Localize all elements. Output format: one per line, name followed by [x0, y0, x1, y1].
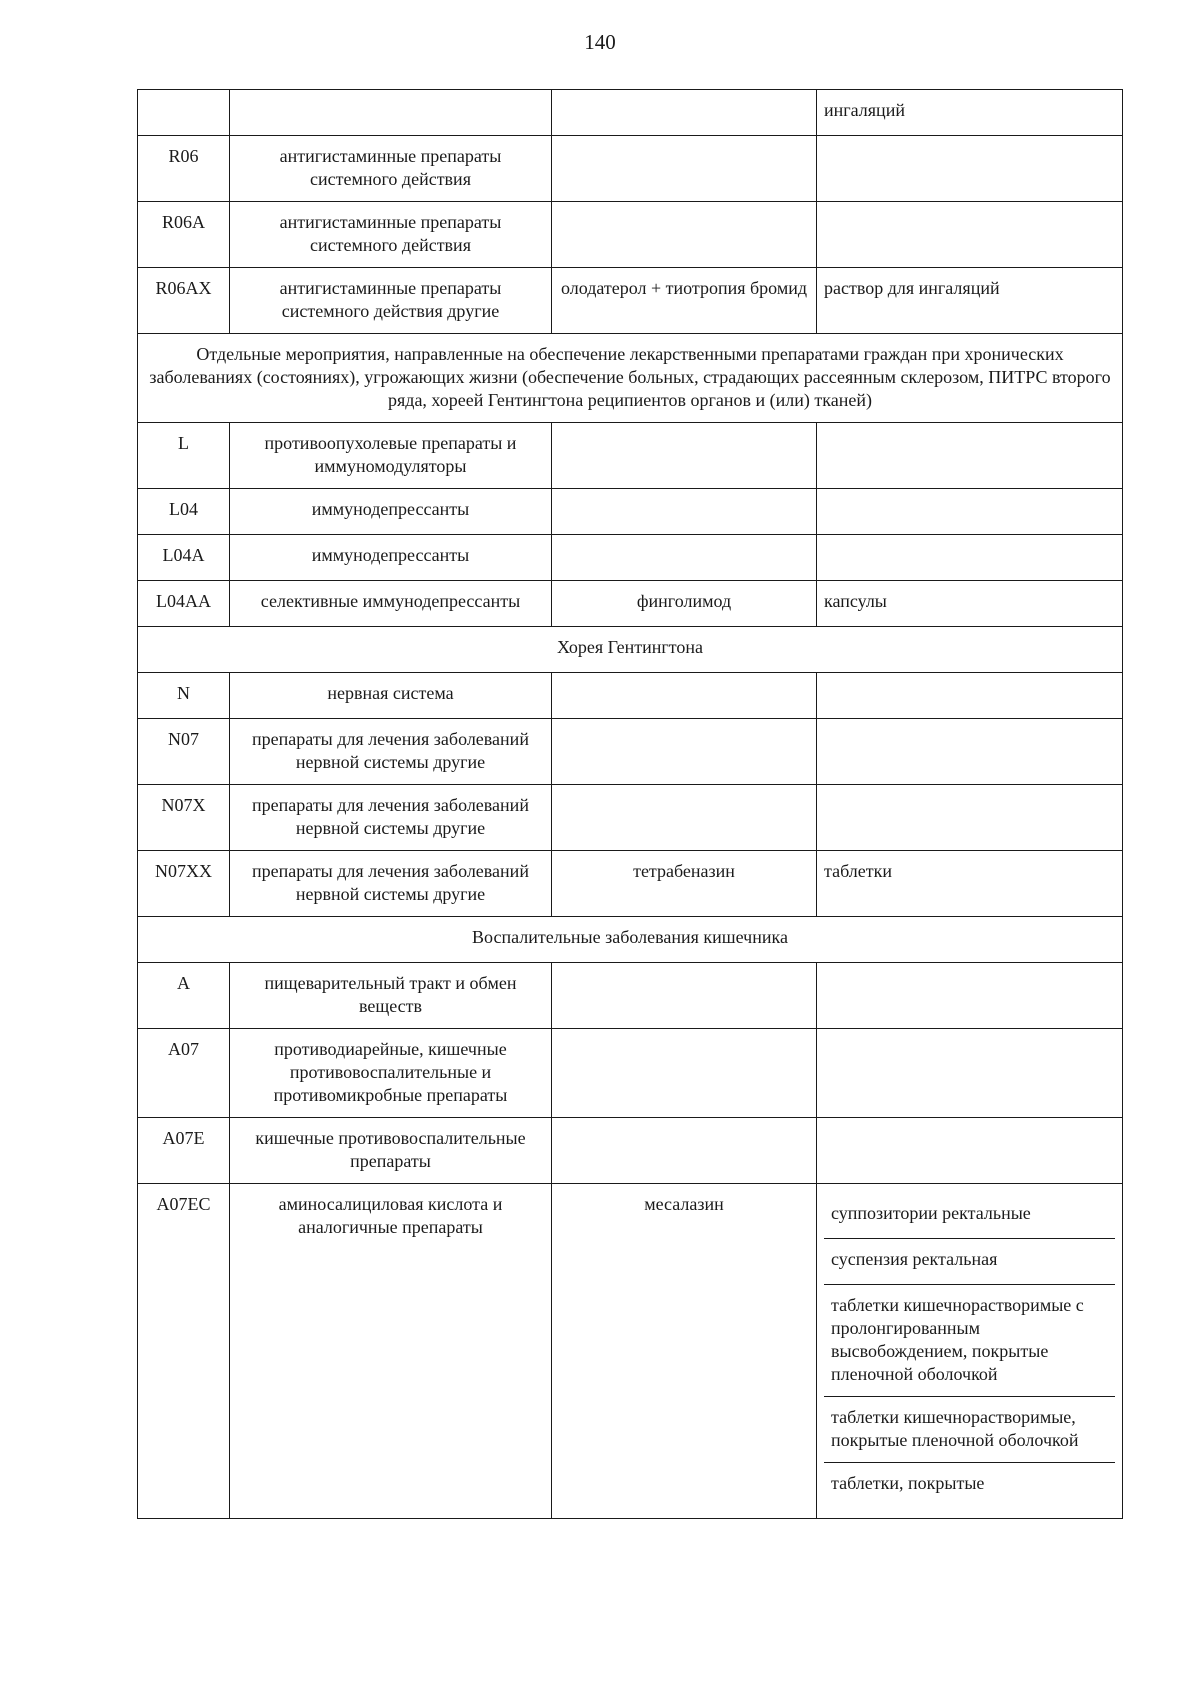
atc-name-cell: антигистаминные препараты системного действия другие	[230, 268, 552, 334]
atc-code-cell: N07XX	[138, 851, 230, 917]
atc-code-cell: N07X	[138, 785, 230, 851]
drug-name-cell	[552, 90, 817, 136]
table-row	[138, 673, 1123, 719]
drug-name-cell	[552, 785, 817, 851]
atc-name-cell: антигистаминные препараты системного действия	[230, 136, 552, 202]
atc-name-cell: иммунодепрессанты	[230, 489, 552, 535]
atc-code-cell: A	[138, 963, 230, 1029]
table-row	[138, 202, 1123, 268]
drug-name-cell: месалазин	[552, 1184, 817, 1519]
atc-name-cell: препараты для лечения заболеваний нервной системы другие	[230, 785, 552, 851]
table-row	[138, 851, 1123, 917]
dosage-form-cell: капсулы	[817, 581, 1123, 627]
atc-code-cell: L	[138, 423, 230, 489]
atc-name-cell: противоопухолевые препараты и иммуномодуляторы	[230, 423, 552, 489]
dosage-form-cell	[817, 1118, 1123, 1184]
dosage-form-cell: ингаляций	[817, 90, 1123, 136]
dosage-form-item: таблетки кишечнорастворимые, покрытые пленочной оболочкой	[824, 1397, 1115, 1463]
atc-code-cell: R06AX	[138, 268, 230, 334]
table-row	[138, 489, 1123, 535]
atc-name-cell: нервная система	[230, 673, 552, 719]
drug-name-cell	[552, 1029, 817, 1118]
table-row	[138, 719, 1123, 785]
table-row	[138, 90, 1123, 136]
dosage-form-cell	[817, 719, 1123, 785]
drug-name-cell	[552, 136, 817, 202]
atc-code-cell: A07E	[138, 1118, 230, 1184]
section-title: Воспалительные заболевания кишечника	[138, 917, 1123, 963]
table-row	[138, 785, 1123, 851]
table-row	[138, 268, 1123, 334]
table-row	[138, 136, 1123, 202]
dosage-form-item: суппозитории ректальные	[824, 1193, 1115, 1239]
table-row	[138, 1118, 1123, 1184]
atc-name-cell: пищеварительный тракт и обмен веществ	[230, 963, 552, 1029]
table-row	[138, 535, 1123, 581]
table-row	[138, 963, 1123, 1029]
table-row	[138, 1029, 1123, 1118]
dosage-form-cell	[817, 673, 1123, 719]
atc-code-cell: R06	[138, 136, 230, 202]
drug-name-cell: олодатерол + тиотропия бромид	[552, 268, 817, 334]
drug-name-cell	[552, 535, 817, 581]
table-row-last	[138, 1184, 1123, 1519]
atc-name-cell	[230, 90, 552, 136]
dosage-form-cell	[817, 963, 1123, 1029]
dosage-form-item: суспензия ректальная	[824, 1239, 1115, 1285]
atc-name-cell: препараты для лечения заболеваний нервной системы другие	[230, 851, 552, 917]
dosage-form-cell: таблетки	[817, 851, 1123, 917]
atc-name-cell: антигистаминные препараты системного действия	[230, 202, 552, 268]
atc-code-cell: A07	[138, 1029, 230, 1118]
atc-code-cell	[138, 90, 230, 136]
drug-name-cell: тетрабеназин	[552, 851, 817, 917]
drug-name-cell	[552, 1118, 817, 1184]
dosage-form-item: таблетки, покрытые	[831, 1473, 985, 1493]
atc-name-cell: селективные иммунодепрессанты	[230, 581, 552, 627]
atc-name-cell: аминосалициловая кислота и аналогичные препараты	[230, 1184, 552, 1519]
dosage-form-cell	[817, 535, 1123, 581]
drug-name-cell: финголимод	[552, 581, 817, 627]
page-number: 140	[584, 30, 616, 54]
drug-name-cell	[552, 963, 817, 1029]
atc-code-cell: L04A	[138, 535, 230, 581]
atc-code-cell: N	[138, 673, 230, 719]
atc-code-cell: L04AA	[138, 581, 230, 627]
dosage-form-cell	[817, 136, 1123, 202]
table-body	[138, 90, 1123, 1519]
section-header-row	[138, 917, 1123, 963]
section-header-row	[138, 334, 1123, 423]
section-header-row	[138, 627, 1123, 673]
table-row	[138, 581, 1123, 627]
dosage-form-cell	[817, 423, 1123, 489]
atc-name-cell: противодиарейные, кишечные противовоспалительные и противомикробные препараты	[230, 1029, 552, 1118]
drug-name-cell	[552, 423, 817, 489]
table-row	[138, 423, 1123, 489]
section-title: Отдельные мероприятия, направленные на обеспечение лекарственными препаратами граждан при хронических заболеваниях (состояниях), угрожающих жизни (обеспечение больных, страдающих рассеянным склерозом, ПИТРС второго ряда, хореей Гентингтона реципиентов органов и (или) тканей)	[138, 334, 1123, 423]
dosage-form-cell	[817, 489, 1123, 535]
dosage-form-cell	[817, 1029, 1123, 1118]
drug-name-cell	[552, 489, 817, 535]
atc-code-cell: N07	[138, 719, 230, 785]
atc-name-cell: кишечные противовоспалительные препараты	[230, 1118, 552, 1184]
dosage-form-cell	[817, 202, 1123, 268]
atc-name-cell: препараты для лечения заболеваний нервной системы другие	[230, 719, 552, 785]
atc-code-cell: R06A	[138, 202, 230, 268]
dosage-form-item: таблетки кишечнорастворимые с пролонгированным высвобождением, покрытые пленочной оболочкой	[824, 1285, 1115, 1397]
atc-code-cell: L04	[138, 489, 230, 535]
section-title: Хорея Гентингтона	[138, 627, 1123, 673]
dosage-forms-cell	[817, 1184, 1123, 1519]
atc-name-cell: иммунодепрессанты	[230, 535, 552, 581]
dosage-form-cell: раствор для ингаляций	[817, 268, 1123, 334]
drug-name-cell	[552, 673, 817, 719]
drug-name-cell	[552, 719, 817, 785]
drug-name-cell	[552, 202, 817, 268]
atc-code-cell: A07EC	[138, 1184, 230, 1519]
dosage-form-cell	[817, 785, 1123, 851]
drug-table	[137, 89, 1123, 1519]
